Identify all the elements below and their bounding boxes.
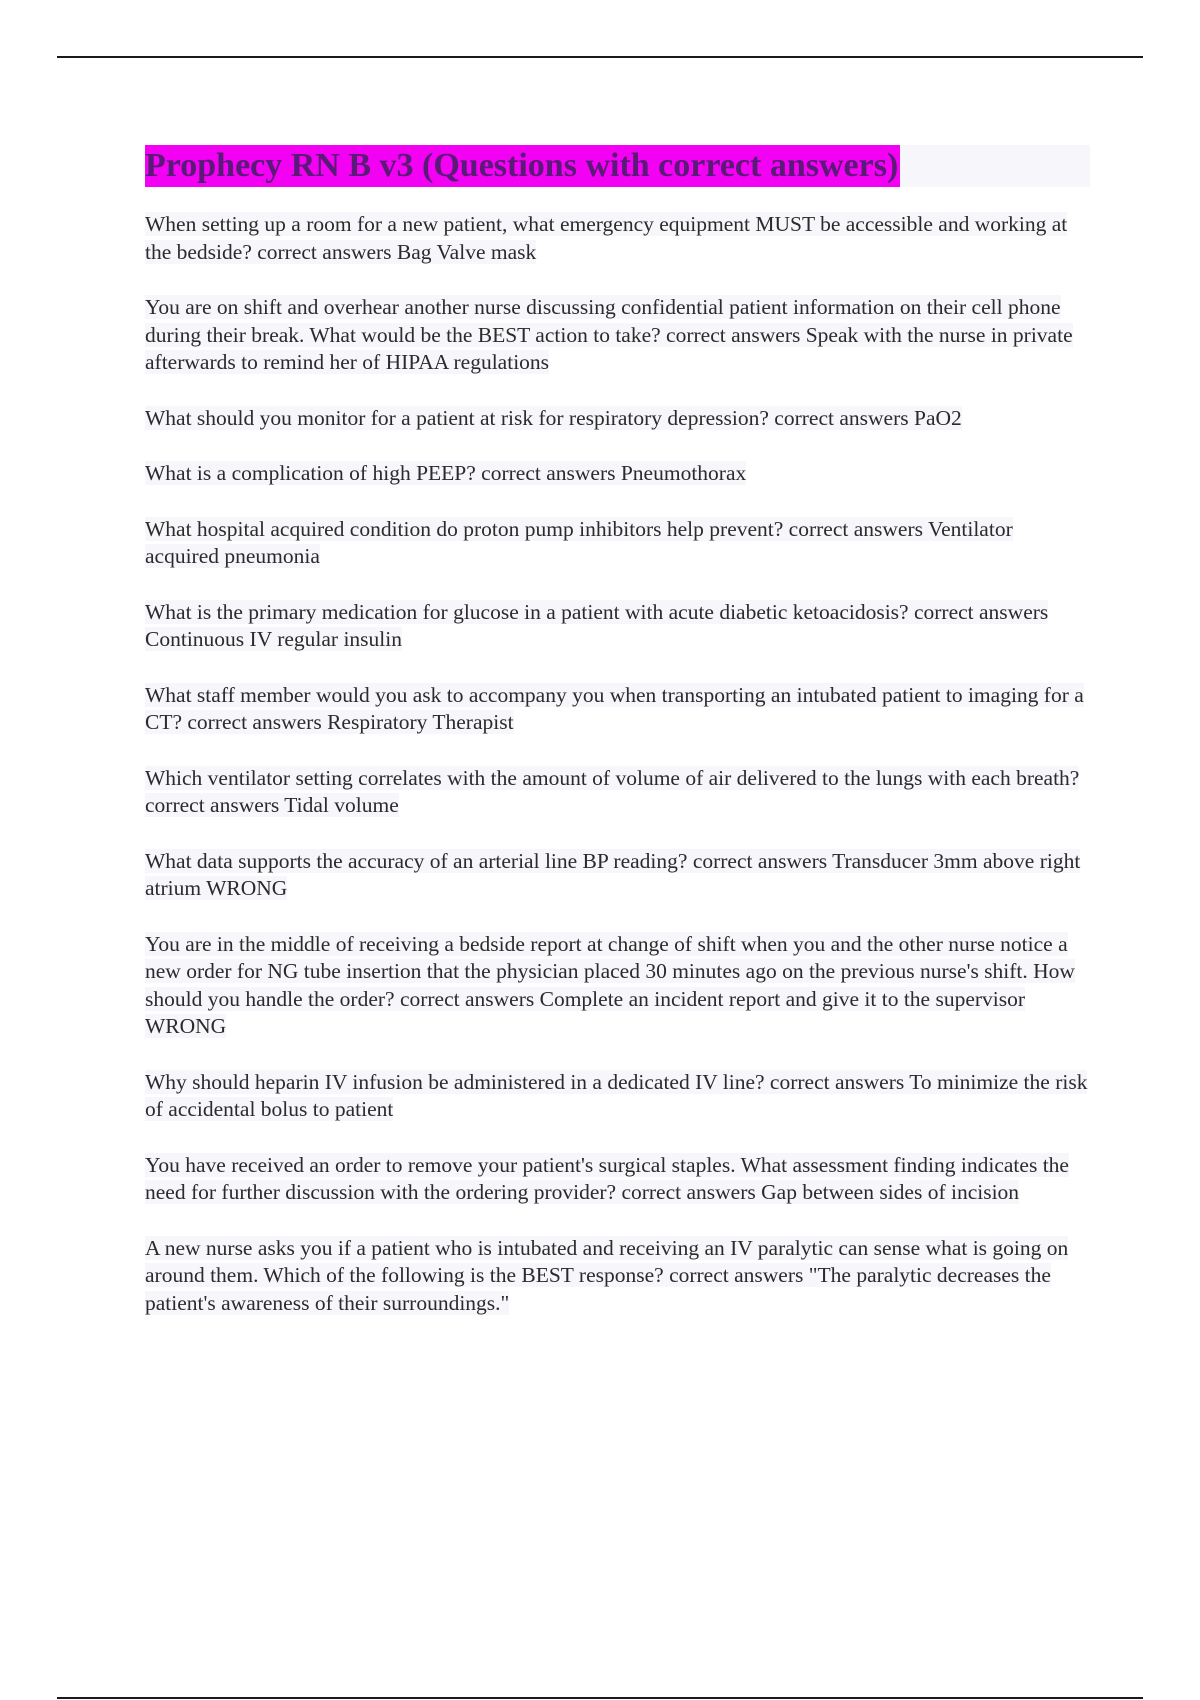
title-band [145, 145, 1090, 187]
document-title: Prophecy RN B v3 (Questions with correct answers) [145, 145, 900, 187]
qa-item-5: What hospital acquired condition do proton pump inhibitors help prevent? correct answers Ventilator acquired pneumonia [145, 516, 1013, 568]
qa-item-7: What staff member would you ask to accompany you when transporting an intubated patient to imaging for a CT? correct answers Respiratory Therapist [145, 682, 1084, 734]
qa-item-4: What is a complication of high PEEP? correct answers Pneumothorax [145, 461, 747, 485]
qa-item-12: You have received an order to remove your patient's surgical staples. What assessment finding indicates the need for further discussion with the ordering provider? correct answers Gap between sides of incision [145, 1152, 1069, 1204]
qa-item-3: What should you monitor for a patient at risk for respiratory depression? correct answers PaO2 [145, 405, 962, 430]
document-body [145, 145, 1090, 1345]
qa-item-8: Which ventilator setting correlates with the amount of volume of air delivered to the lungs with each breath? correct answers Tidal volume [145, 765, 1080, 817]
bottom-rule [57, 1697, 1143, 1699]
qa-item-9: What data supports the accuracy of an arterial line BP reading? correct answers Transducer 3mm above right atrium WRONG [145, 848, 1081, 900]
qa-item-1: When setting up a room for a new patient, what emergency equipment MUST be accessible and working at the bedside? correct answers Bag Valve mask [145, 212, 1068, 264]
qa-item-10: You are in the middle of receiving a bedside report at change of shift when you and the other nurse notice a new order for NG tube insertion that the physician placed 30 minutes ago on the previous nurse's shift. How should you handle the order? correct answers Complete an incident report and give it to the supervisor WRONG [145, 931, 1075, 1038]
top-rule [57, 56, 1143, 58]
qa-item-13: A new nurse asks you if a patient who is intubated and receiving an IV paralytic can sense what is going on around them. Which of the following is the BEST response? correct answers "The paralytic decreases the patient's awareness of their surroundings." [145, 1235, 1069, 1315]
qa-item-11: Why should heparin IV infusion be administered in a dedicated IV line? correct answers To minimize the risk of accidental bolus to patient [145, 1069, 1088, 1121]
qa-item-2: You are on shift and overhear another nurse discussing confidential patient information on their cell phone during their break. What would be the BEST action to take? correct answers Speak with the nurse in private afterwards to remind her of HIPAA regulations [145, 295, 1073, 374]
qa-item-6: What is the primary medication for glucose in a patient with acute diabetic ketoacidosis? correct answers Continuous IV regular insulin [145, 599, 1049, 651]
